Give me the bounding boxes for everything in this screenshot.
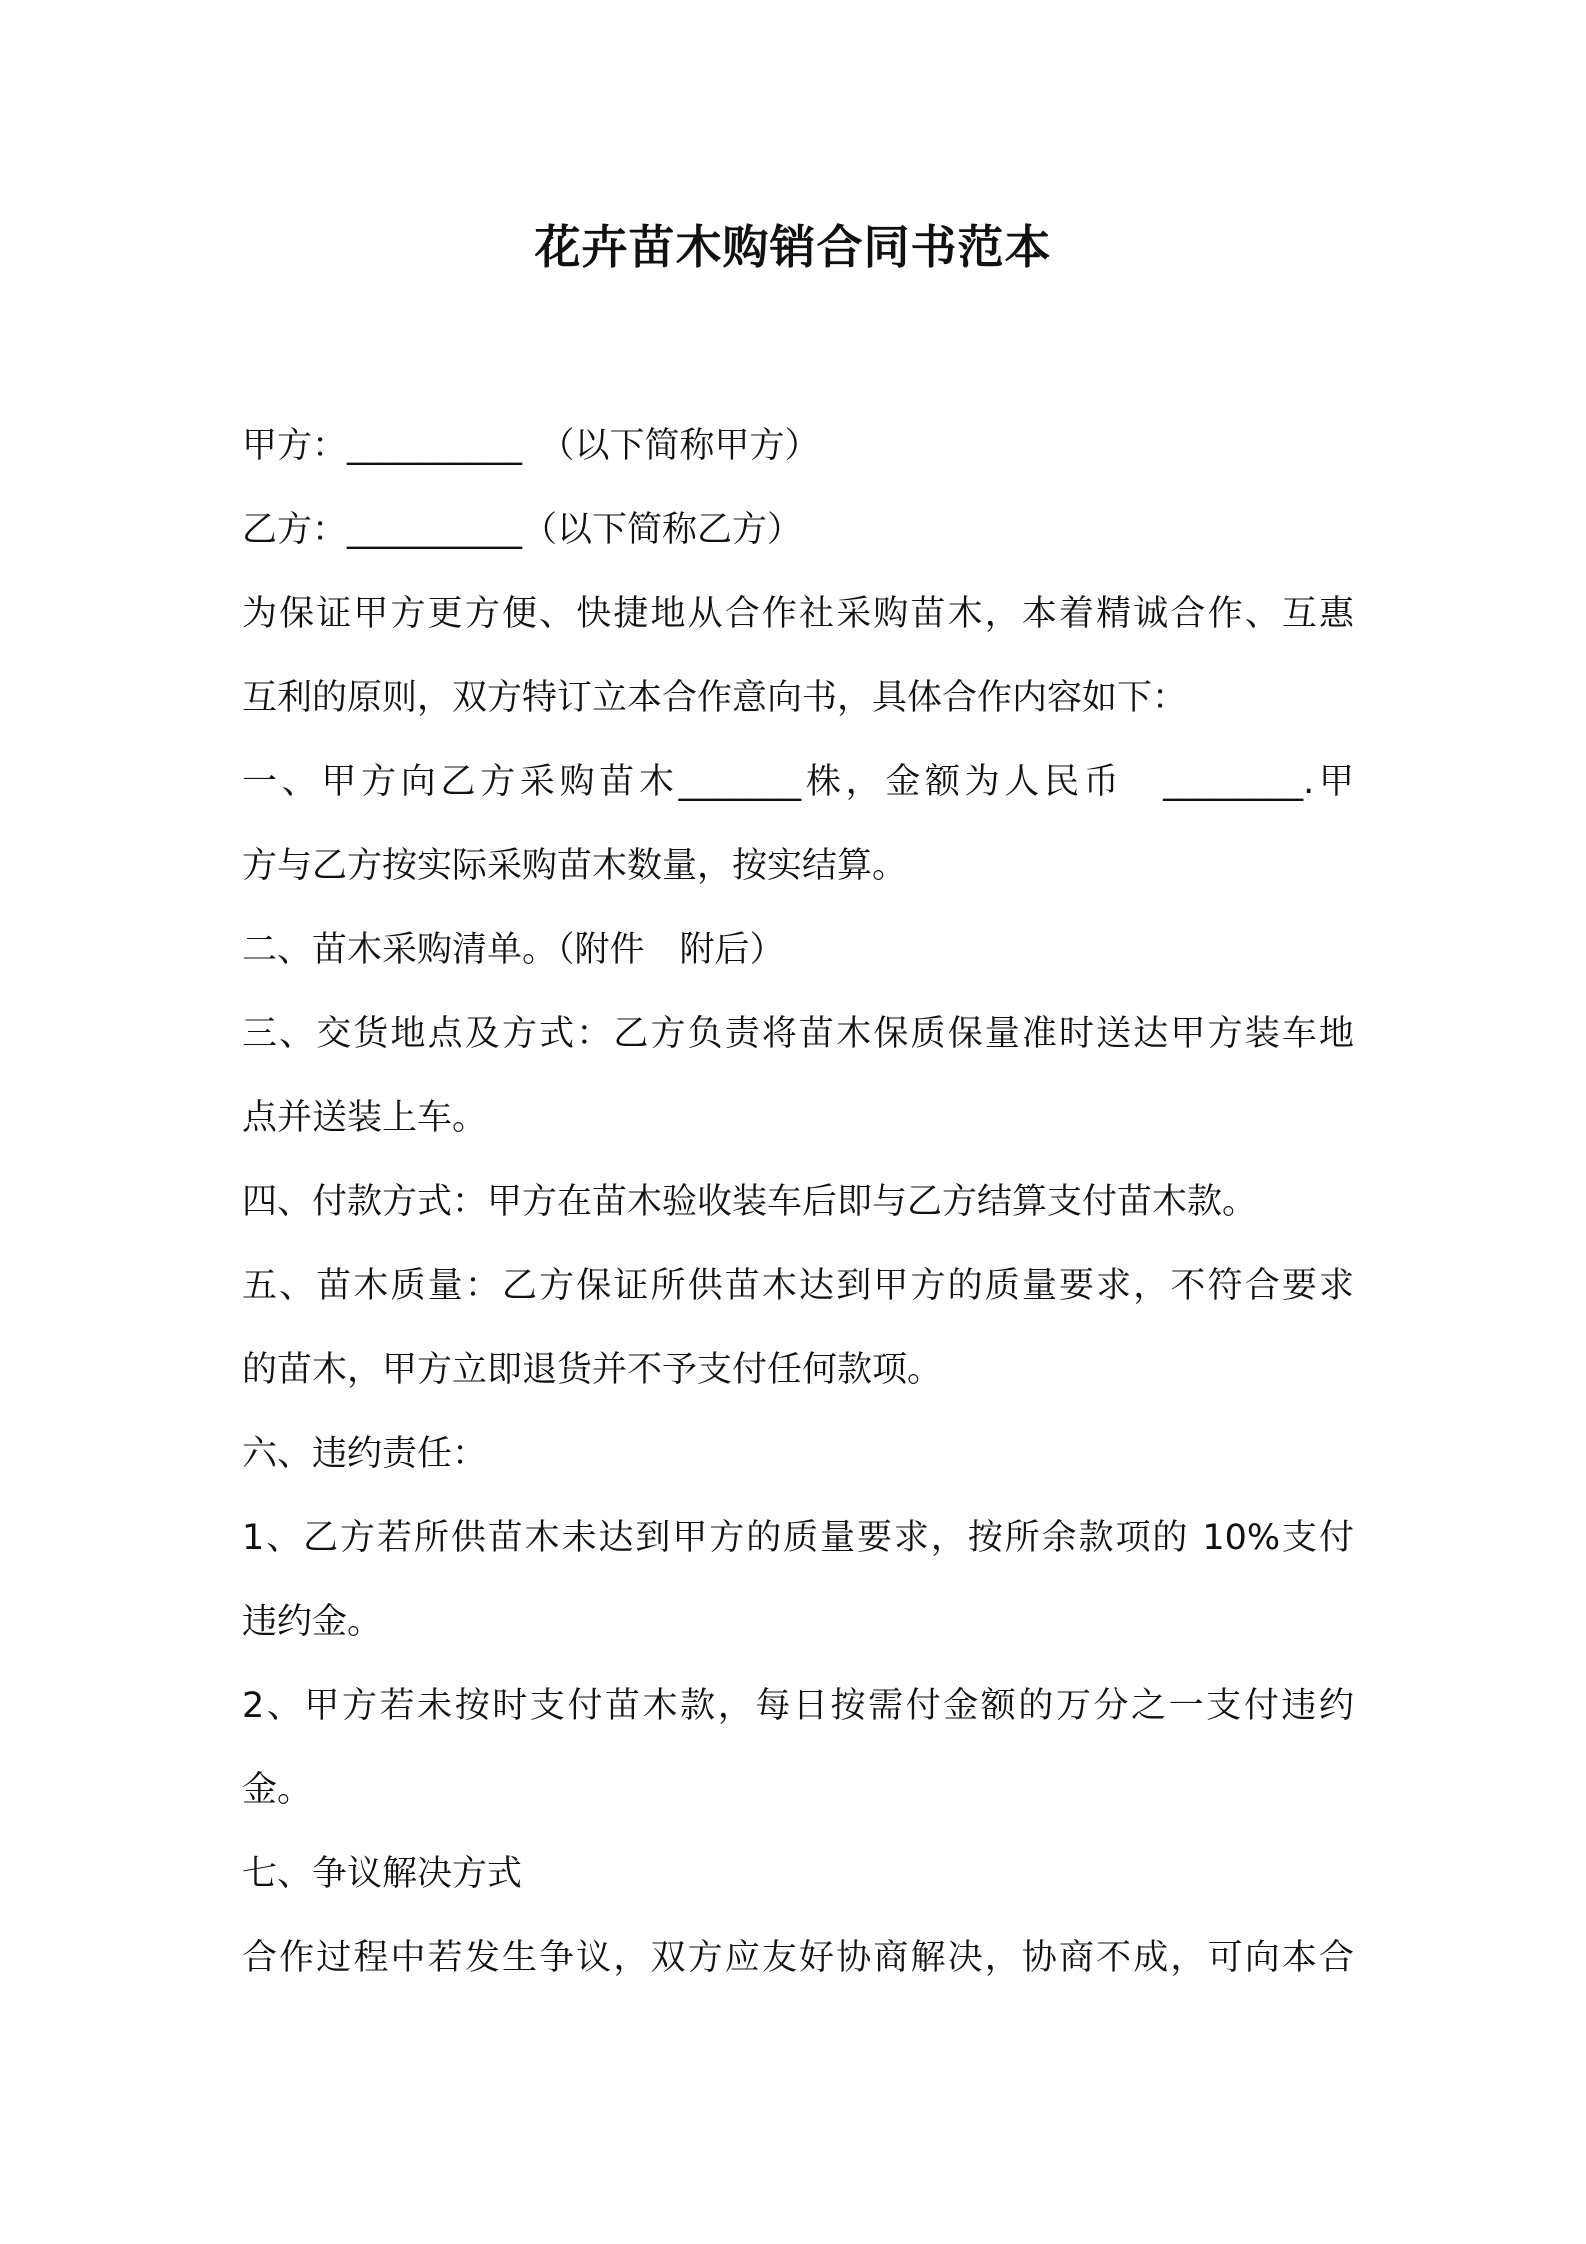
document-title: 花卉苗木购销合同书范本 (534, 220, 1052, 274)
document-line: 互利的原则，双方特订立本合作意向书，具体合作内容如下： (242, 678, 1188, 718)
document-line: 乙方：__________（以下简称乙方） (242, 510, 803, 550)
document-line: 三、交货地点及方式：乙方负责将苗木保质保量准时送达甲方装车地 (242, 1014, 1354, 1054)
document-line: 的苗木，甲方立即退货并不予支付任何款项。 (242, 1350, 943, 1390)
document-line: 七、争议解决方式 (242, 1854, 523, 1894)
document-line: 点并送装上车。 (242, 1098, 488, 1138)
document-line: 二、苗木采购清单。（附件 附后） (242, 930, 785, 970)
document-line: 六、违约责任： (242, 1434, 488, 1474)
document-line: 甲方：__________ （以下简称甲方） (242, 426, 820, 466)
document-line: 方与乙方按实际采购苗木数量，按实结算。 (242, 846, 908, 886)
document-body (242, 404, 1354, 2000)
document-line: 金。 (242, 1770, 313, 1810)
document-line: 四、付款方式：甲方在苗木验收装车后即与乙方结算支付苗木款。 (242, 1182, 1258, 1222)
document-line: 2、甲方若未按时支付苗木款，每日按需付金额的万分之一支付违约 (242, 1686, 1354, 1726)
document-line: 为保证甲方更方便、快捷地从合作社采购苗木，本着精诚合作、互惠 (242, 594, 1354, 634)
document-line: 合作过程中若发生争议，双方应友好协商解决，协商不成，可向本合 (242, 1938, 1354, 1978)
document-line: 1、乙方若所供苗木未达到甲方的质量要求，按所余款项的 10%支付 (242, 1518, 1354, 1558)
document-line: 五、苗木质量：乙方保证所供苗木达到甲方的质量要求，不符合要求 (242, 1266, 1354, 1306)
document-line: 一、甲方向乙方采购苗木_______株，金额为人民币 ________.甲 (242, 762, 1354, 802)
document-line: 违约金。 (242, 1602, 383, 1642)
